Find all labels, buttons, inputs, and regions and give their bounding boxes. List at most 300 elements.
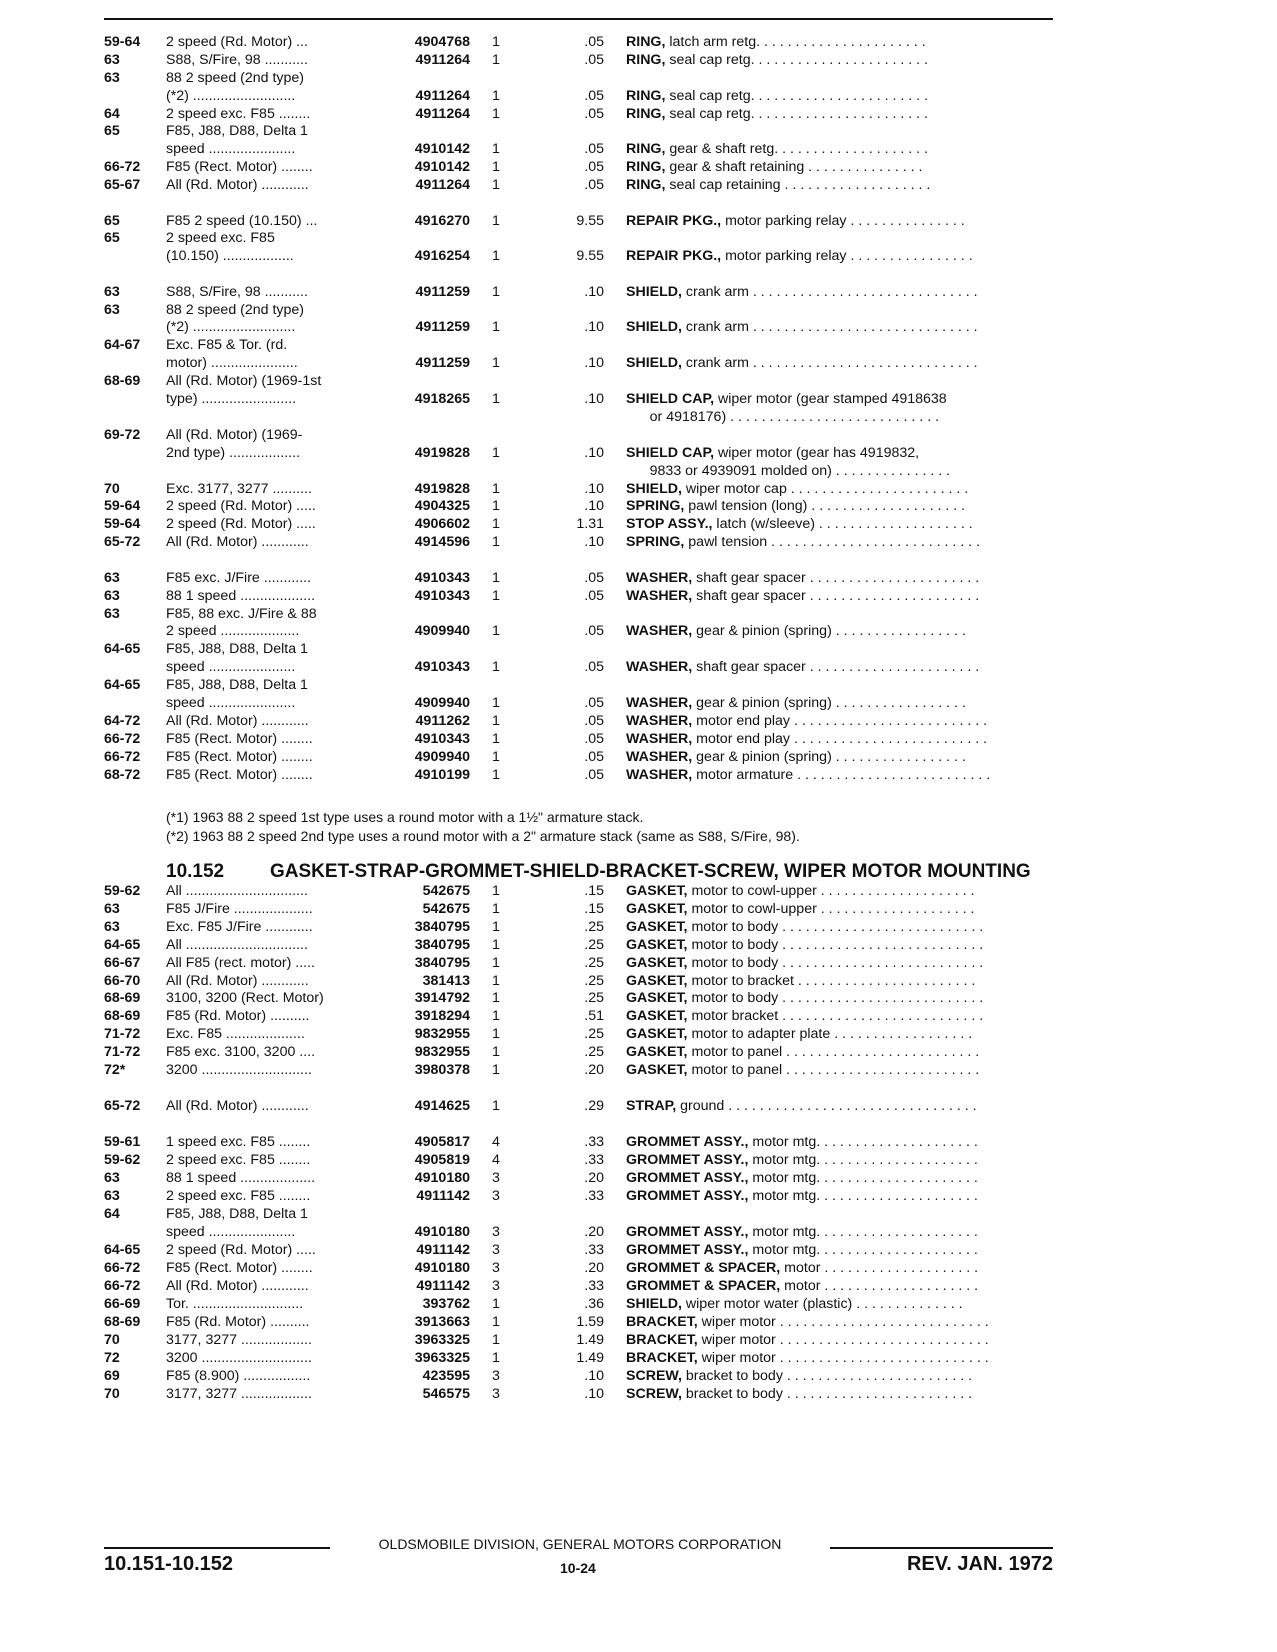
description-cell (626, 87, 1056, 105)
description-cell (626, 658, 1056, 676)
quantity-cell: 1 (492, 516, 500, 532)
parts-row (0, 1043, 1277, 1061)
description-text: seal cap retg. . . . . . . . . . . . . . . . . . . . . . . (665, 88, 928, 104)
year-cell: 68-69 (104, 1314, 141, 1330)
year-cell: 71-72 (104, 1026, 141, 1042)
price-cell: .10 (584, 355, 604, 371)
parts-row (0, 1277, 1277, 1295)
description-term: GASKET, (626, 1008, 688, 1024)
parts-row (0, 1133, 1277, 1151)
quantity-cell: 3 (492, 1224, 500, 1240)
description-cell (626, 247, 1056, 265)
description-text: wiper motor cap . . . . . . . . . . . . . . . . . . . . . . . (681, 481, 969, 497)
description-cell (626, 1187, 1056, 1205)
year-cell: 72* (104, 1062, 126, 1078)
description-text: motor to cowl-upper . . . . . . . . . . . . . . . . . . . . (687, 883, 975, 899)
parts-row (0, 140, 1277, 158)
application-cell: All (Rd. Motor) ............ (166, 534, 309, 550)
description-cell (626, 1151, 1056, 1169)
part-number-cell: 546575 (422, 1386, 470, 1402)
description-cell (626, 622, 1056, 640)
application-cell: 3177, 3277 .................. (166, 1332, 312, 1348)
price-cell: .10 (584, 1368, 604, 1384)
quantity-cell: 1 (492, 141, 500, 157)
part-number-cell: 4911142 (416, 1188, 470, 1204)
part-number-cell: 4905819 (414, 1152, 470, 1168)
parts-row (0, 1097, 1277, 1115)
description-term: WASHER, (626, 749, 693, 765)
application-cell: S88, S/Fire, 98 ........... (166, 284, 308, 300)
parts-row (0, 766, 1277, 784)
price-cell: .05 (584, 141, 604, 157)
parts-row (0, 1367, 1277, 1385)
year-cell: 59-62 (104, 1152, 141, 1168)
application-cell: 2 speed (Rd. Motor) ... (166, 34, 308, 50)
description-cell (626, 1061, 1056, 1079)
quantity-cell: 1 (492, 901, 500, 917)
parts-row (0, 954, 1277, 972)
part-number-cell: 542675 (422, 883, 470, 899)
part-number-cell: 4911264 (415, 177, 470, 193)
year-cell: 72 (104, 1350, 120, 1366)
description-term: WASHER, (626, 570, 693, 586)
footnote-2: (*2) 1963 88 2 speed 2nd type uses a round motor with a 2" armature stack (same as S88, S/Fire, 98). (166, 828, 800, 844)
parts-row (0, 318, 1277, 336)
part-number-cell: 4906602 (414, 516, 470, 532)
footer-page-number: 10-24 (560, 1560, 596, 1576)
price-cell: .33 (584, 1188, 604, 1204)
description-cell (626, 936, 1056, 954)
description-cell (626, 176, 1056, 194)
part-number-cell: 9832955 (414, 1026, 470, 1042)
part-number-cell: 381413 (422, 973, 470, 989)
parts-row (0, 1349, 1277, 1367)
parts-row (0, 936, 1277, 954)
description-text: shaft gear spacer . . . . . . . . . . . . . . . . . . . . . . (692, 659, 980, 675)
quantity-cell: 1 (492, 588, 500, 604)
parts-row (0, 1169, 1277, 1187)
description-cell (626, 1385, 1056, 1403)
price-cell: .33 (584, 1278, 604, 1294)
application-cell: All (Rd. Motor) ............ (166, 973, 309, 989)
price-cell: .05 (584, 713, 604, 729)
year-cell: 70 (104, 1332, 120, 1348)
year-cell: 63 (104, 1170, 120, 1186)
quantity-cell: 1 (492, 570, 500, 586)
description-cell (626, 533, 1056, 551)
quantity-cell: 1 (492, 749, 500, 765)
quantity-cell: 1 (492, 1098, 500, 1114)
description-term: SCREW, (626, 1368, 682, 1384)
quantity-cell: 1 (492, 319, 500, 335)
application-cell: F85 2 speed (10.150) ... (166, 213, 318, 229)
application-cell: 1 speed exc. F85 ........ (166, 1134, 311, 1150)
description-text: gear & shaft retaining . . . . . . . . . . . . . . . (665, 159, 923, 175)
description-cell (626, 444, 1056, 462)
description-cell (626, 51, 1056, 69)
description-text: motor end play . . . . . . . . . . . . . . . . . . . . . . . . . (692, 731, 988, 747)
quantity-cell: 1 (492, 1296, 500, 1312)
part-number-cell: 4911259 (415, 355, 470, 371)
application-cell: F85 J/Fire .................... (166, 901, 313, 917)
parts-row (0, 247, 1277, 265)
parts-row (0, 622, 1277, 640)
quantity-cell: 1 (492, 883, 500, 899)
description-text: motor parking relay . . . . . . . . . . . . . . . (721, 213, 965, 229)
parts-row (0, 1385, 1277, 1403)
part-number-cell: 4905817 (414, 1134, 470, 1150)
description-text: latch (w/sleeve) . . . . . . . . . . . . . . . . . . . . (712, 516, 973, 532)
year-cell: 59-64 (104, 516, 141, 532)
description-cell (626, 1025, 1056, 1043)
part-number-cell: 4911259 (415, 284, 470, 300)
parts-row (0, 444, 1277, 462)
description-term: GASKET, (626, 1026, 688, 1042)
part-number-cell: 9832955 (414, 1044, 470, 1060)
description-text: pawl tension . . . . . . . . . . . . . . . . . . . . . . . . . . . (684, 534, 981, 550)
description-cell (626, 694, 1056, 712)
description-cell (626, 1367, 1056, 1385)
parts-row (0, 354, 1277, 372)
quantity-cell: 1 (492, 937, 500, 953)
parts-row (0, 1331, 1277, 1349)
part-number-cell: 4910199 (414, 767, 470, 783)
application-cell: F85, J88, D88, Delta 1 (166, 641, 308, 657)
quantity-cell: 1 (492, 1332, 500, 1348)
application-cell: 88 2 speed (2nd type) (166, 302, 305, 318)
section-number: 10.152 (166, 861, 225, 882)
year-cell: 63 (104, 588, 120, 604)
quantity-cell: 1 (492, 106, 500, 122)
description-cell (626, 712, 1056, 730)
part-number-cell: 393762 (422, 1296, 470, 1312)
description-text: 9833 or 4939091 molded on) . . . . . . . . . . . . . . . (626, 463, 951, 479)
price-cell: .25 (584, 955, 604, 971)
quantity-cell: 1 (492, 88, 500, 104)
description-text: motor mtg. . . . . . . . . . . . . . . . . . . . . (748, 1170, 978, 1186)
year-cell: 63 (104, 570, 120, 586)
parts-row (0, 212, 1277, 230)
description-text: motor mtg. . . . . . . . . . . . . . . . . . . . . (748, 1134, 978, 1150)
quantity-cell: 1 (492, 990, 500, 1006)
parts-row (0, 1259, 1277, 1277)
application-cell: Exc. F85 J/Fire ............ (166, 919, 313, 935)
parts-row (0, 730, 1277, 748)
application-cell: 2 speed .................... (166, 623, 300, 639)
description-text: wiper motor (gear stamped 4918638 (714, 391, 947, 407)
price-cell: .05 (584, 159, 604, 175)
application-cell: 2 speed (Rd. Motor) ..... (166, 498, 316, 514)
part-number-cell: 4910343 (414, 731, 470, 747)
part-number-cell: 4911264 (415, 106, 470, 122)
parts-row (0, 918, 1277, 936)
description-cell (626, 1313, 1056, 1331)
description-text: crank arm . . . . . . . . . . . . . . . . . . . . . . . . . . . . . (681, 284, 978, 300)
parts-row (0, 515, 1277, 533)
application-cell: 3100, 3200 (Rect. Motor) (166, 990, 324, 1006)
quantity-cell: 3 (492, 1386, 500, 1402)
part-number-cell: 4910142 (414, 141, 470, 157)
description-text: motor to bracket . . . . . . . . . . . . . . . . . . . . . . . (687, 973, 976, 989)
description-term: RING, (626, 159, 666, 175)
price-cell: .33 (584, 1242, 604, 1258)
parts-row (0, 972, 1277, 990)
description-text: motor to body . . . . . . . . . . . . . . . . . . . . . . . . . . (687, 937, 984, 953)
year-cell: 64-65 (104, 937, 141, 953)
description-cell (626, 1223, 1056, 1241)
quantity-cell: 1 (492, 1008, 500, 1024)
description-text: seal cap retaining . . . . . . . . . . . . . . . . . . . (665, 177, 931, 193)
part-number-cell: 4918265 (414, 391, 470, 407)
description-term: GROMMET & SPACER, (626, 1278, 781, 1294)
description-term: GASKET, (626, 937, 688, 953)
parts-row (0, 229, 1277, 247)
price-cell: 9.55 (576, 213, 604, 229)
year-cell: 68-72 (104, 767, 141, 783)
application-cell: speed ...................... (166, 1224, 296, 1240)
parts-row (0, 1223, 1277, 1241)
description-term: GROMMET ASSY., (626, 1224, 749, 1240)
parts-row (0, 372, 1277, 390)
application-cell: All (Rd. Motor) ............ (166, 177, 309, 193)
application-cell: (*2) .......................... (166, 319, 296, 335)
application-cell: F85, J88, D88, Delta 1 (166, 123, 308, 139)
part-number-cell: 4904768 (414, 34, 470, 50)
quantity-cell: 3 (492, 1368, 500, 1384)
part-number-cell: 4911264 (415, 88, 470, 104)
parts-row (0, 900, 1277, 918)
year-cell: 64-65 (104, 677, 141, 693)
description-term: GASKET, (626, 1062, 688, 1078)
footer-revision: REV. JAN. 1972 (906, 1553, 1053, 1575)
application-cell: F85 exc. 3100, 3200 .... (166, 1044, 316, 1060)
quantity-cell: 1 (492, 1314, 500, 1330)
description-text: motor to cowl-upper . . . . . . . . . . . . . . . . . . . . (687, 901, 975, 917)
application-cell: All ............................... (166, 883, 308, 899)
description-text: or 4918176) . . . . . . . . . . . . . . . . . . . . . . . . . . . (626, 409, 940, 425)
description-term: RING, (626, 88, 666, 104)
price-cell: .05 (584, 52, 604, 68)
part-number-cell: 4909940 (414, 749, 470, 765)
description-cell (626, 318, 1056, 336)
quantity-cell: 4 (492, 1152, 500, 1168)
parts-row (0, 105, 1277, 123)
year-cell: 65-72 (104, 534, 141, 550)
part-number-cell: 4910180 (414, 1170, 470, 1186)
year-cell: 64 (104, 1206, 120, 1222)
part-number-cell: 4911262 (415, 713, 470, 729)
description-cell (626, 105, 1056, 123)
price-cell: .10 (584, 445, 604, 461)
price-cell: .20 (584, 1170, 604, 1186)
application-cell: 88 2 speed (2nd type) (166, 70, 305, 86)
description-cell (626, 283, 1056, 301)
application-cell: All F85 (rect. motor) ..... (166, 955, 315, 971)
parts-row (0, 87, 1277, 105)
quantity-cell: 3 (492, 1242, 500, 1258)
quantity-cell: 1 (492, 355, 500, 371)
description-text: bracket to body . . . . . . . . . . . . . . . . . . . . . . . . (681, 1386, 973, 1402)
description-term: GROMMET ASSY., (626, 1134, 749, 1150)
part-number-cell: 4909940 (414, 623, 470, 639)
parts-row (0, 1025, 1277, 1043)
price-cell: .25 (584, 990, 604, 1006)
description-term: WASHER, (626, 588, 693, 604)
year-cell: 63 (104, 302, 120, 318)
application-cell: 3177, 3277 .................. (166, 1386, 312, 1402)
application-cell: speed ...................... (166, 141, 296, 157)
description-text: motor to panel . . . . . . . . . . . . . . . . . . . . . . . . . (687, 1062, 980, 1078)
parts-row (0, 426, 1277, 444)
year-cell: 64-65 (104, 641, 141, 657)
part-number-cell: 3913663 (414, 1314, 470, 1330)
description-term: WASHER, (626, 767, 693, 783)
year-cell: 63 (104, 901, 120, 917)
year-cell: 66-72 (104, 749, 141, 765)
parts-row (0, 748, 1277, 766)
description-cell (626, 882, 1056, 900)
description-term: GROMMET ASSY., (626, 1170, 749, 1186)
description-term: SCREW, (626, 1386, 682, 1402)
application-cell: All (Rd. Motor) ............ (166, 713, 309, 729)
year-cell: 59-61 (104, 1134, 141, 1150)
quantity-cell: 1 (492, 1062, 500, 1078)
application-cell: Exc. 3177, 3277 .......... (166, 481, 312, 497)
application-cell: F85, J88, D88, Delta 1 (166, 1206, 308, 1222)
application-cell: Exc. F85 .................... (166, 1026, 305, 1042)
quantity-cell: 3 (492, 1188, 500, 1204)
year-cell: 68-69 (104, 373, 141, 389)
part-number-cell: 3840795 (414, 919, 470, 935)
parts-row (0, 283, 1277, 301)
description-cell (626, 515, 1056, 533)
description-term: SHIELD, (626, 481, 682, 497)
description-cell (626, 587, 1056, 605)
description-term: WASHER, (626, 731, 693, 747)
year-cell: 63 (104, 70, 120, 86)
year-cell: 68-69 (104, 990, 141, 1006)
description-term: GASKET, (626, 1044, 688, 1060)
application-cell: F85 (Rect. Motor) ........ (166, 767, 313, 783)
description-cell (626, 989, 1056, 1007)
description-cell (626, 497, 1056, 515)
description-cell (626, 730, 1056, 748)
parts-row (0, 1151, 1277, 1169)
price-cell: 1.59 (576, 1314, 604, 1330)
part-number-cell: 542675 (422, 901, 470, 917)
part-number-cell: 4911142 (416, 1242, 470, 1258)
footer-section-range: 10.151-10.152 (104, 1553, 234, 1575)
application-cell: speed ...................... (166, 695, 296, 711)
price-cell: .33 (584, 1152, 604, 1168)
year-cell: 66-72 (104, 1278, 141, 1294)
description-term: BRACKET, (626, 1314, 698, 1330)
description-term: GROMMET ASSY., (626, 1242, 749, 1258)
description-text: wiper motor . . . . . . . . . . . . . . . . . . . . . . . . . . . (697, 1350, 989, 1366)
description-text: motor to body . . . . . . . . . . . . . . . . . . . . . . . . . . (687, 990, 984, 1006)
description-term: SHIELD, (626, 1296, 682, 1312)
part-number-cell: 3980378 (414, 1062, 470, 1078)
description-cell (626, 1259, 1056, 1277)
part-number-cell: 4910142 (414, 159, 470, 175)
description-term: STRAP, (626, 1098, 677, 1114)
part-number-cell: 4911264 (415, 52, 470, 68)
part-number-cell: 3918294 (414, 1008, 470, 1024)
year-cell: 63 (104, 606, 120, 622)
application-cell: F85 (Rd. Motor) .......... (166, 1008, 310, 1024)
part-number-cell: 3840795 (414, 955, 470, 971)
description-text: gear & pinion (spring) . . . . . . . . . . . . . . . . . (692, 623, 966, 639)
application-cell: 2 speed (Rd. Motor) ..... (166, 1242, 316, 1258)
description-text: ground . . . . . . . . . . . . . . . . . . . . . . . . . . . . . . . . (676, 1098, 977, 1114)
parts-row (0, 569, 1277, 587)
application-cell: F85 (Rect. Motor) ........ (166, 1260, 313, 1276)
price-cell: 1.31 (576, 516, 604, 532)
description-text: seal cap retg. . . . . . . . . . . . . . . . . . . . . . . (665, 106, 928, 122)
application-cell: Exc. F85 & Tor. (rd. (166, 337, 288, 353)
description-term: GROMMET & SPACER, (626, 1260, 781, 1276)
description-term: GASKET, (626, 955, 688, 971)
description-cell (626, 1331, 1056, 1349)
quantity-cell: 1 (492, 955, 500, 971)
quantity-cell: 1 (492, 1026, 500, 1042)
description-term: BRACKET, (626, 1332, 698, 1348)
description-term: GASKET, (626, 901, 688, 917)
year-cell: 66-72 (104, 159, 141, 175)
application-cell: All (Rd. Motor) ............ (166, 1098, 309, 1114)
application-cell: F85 (Rd. Motor) .......... (166, 1314, 310, 1330)
quantity-cell: 1 (492, 284, 500, 300)
price-cell: .10 (584, 534, 604, 550)
parts-row (0, 658, 1277, 676)
description-text: crank arm . . . . . . . . . . . . . . . . . . . . . . . . . . . . . (681, 319, 978, 335)
year-cell: 64-72 (104, 713, 141, 729)
price-cell: .20 (584, 1224, 604, 1240)
description-term: REPAIR PKG., (626, 213, 722, 229)
quantity-cell: 3 (492, 1278, 500, 1294)
year-cell: 71-72 (104, 1044, 141, 1060)
description-cell (626, 158, 1056, 176)
description-cell (626, 748, 1056, 766)
application-cell: 3200 ............................ (166, 1062, 312, 1078)
application-cell: 3200 ............................ (166, 1350, 312, 1366)
price-cell: .25 (584, 973, 604, 989)
year-cell: 65-72 (104, 1098, 141, 1114)
part-number-cell: 4916254 (414, 248, 470, 264)
description-cell (626, 354, 1056, 372)
quantity-cell: 1 (492, 731, 500, 747)
description-cell (626, 900, 1056, 918)
description-text: motor armature . . . . . . . . . . . . . . . . . . . . . . . . . (692, 767, 991, 783)
price-cell: .05 (584, 623, 604, 639)
quantity-cell: 3 (492, 1170, 500, 1186)
price-cell: .25 (584, 1044, 604, 1060)
part-number-cell: 4910343 (414, 659, 470, 675)
parts-row (0, 480, 1277, 498)
description-text: motor mtg. . . . . . . . . . . . . . . . . . . . . (748, 1152, 978, 1168)
year-cell: 63 (104, 284, 120, 300)
top-rule (104, 18, 1053, 20)
quantity-cell: 1 (492, 248, 500, 264)
price-cell: .10 (584, 319, 604, 335)
description-text: latch arm retg. . . . . . . . . . . . . . . . . . . . . . (665, 34, 926, 50)
description-cell (626, 1133, 1056, 1151)
year-cell: 66-70 (104, 973, 141, 989)
year-cell: 66-72 (104, 731, 141, 747)
application-cell: All (Rd. Motor) (1969- (166, 427, 303, 443)
parts-row (0, 605, 1277, 623)
part-number-cell: 4910180 (414, 1260, 470, 1276)
